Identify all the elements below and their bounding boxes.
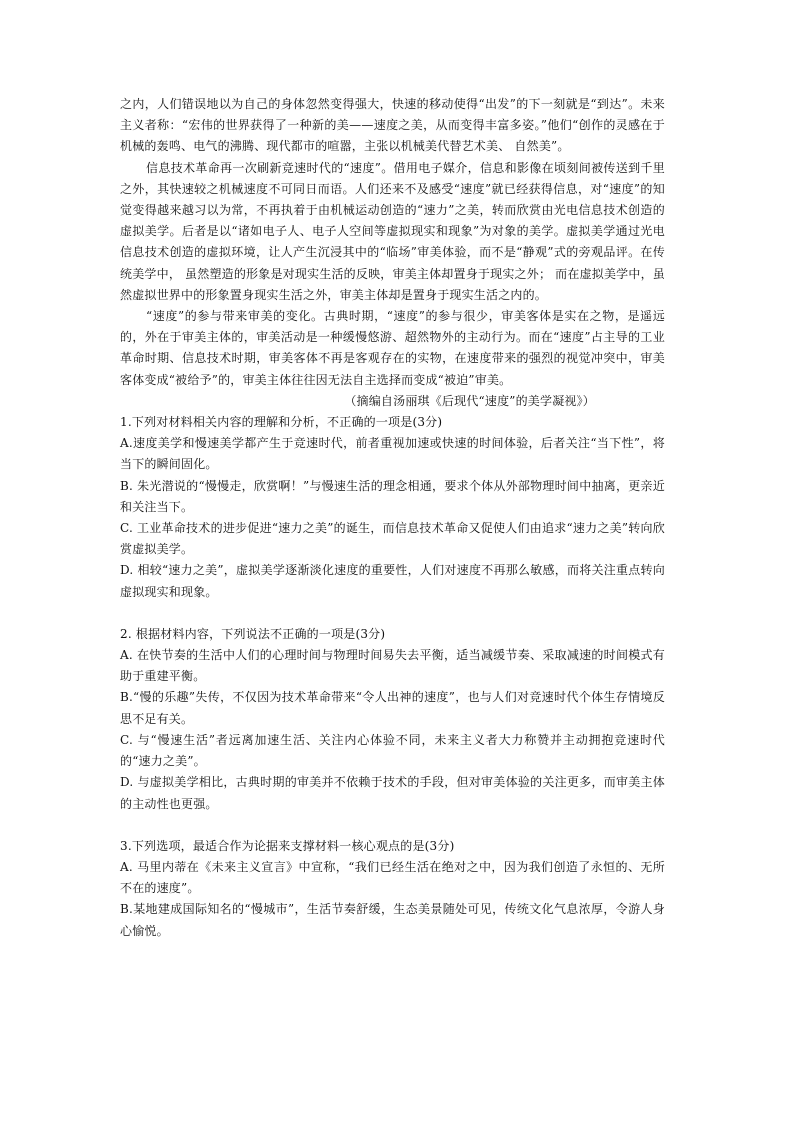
question-2 <box>120 624 665 815</box>
question-1-option-b: B. 朱光潜说的“慢慢走，欣赏啊！”与慢速生活的理念相通，要求个体从外部物理时间中抽离，更亲近和关注当下。 <box>120 478 665 514</box>
question-3 <box>120 836 665 942</box>
document-page <box>120 94 665 942</box>
question-2-stem: 2. 根据材料内容，下列说法不正确的一项是(3分) <box>120 626 386 641</box>
question-1-stem: 1.下列对材料相关内容的理解和分析，不正确的一项是(3分) <box>120 415 443 430</box>
question-1-option-a: A.速度美学和慢速美学都产生于竞速时代，前者重视加速或快速的时间体验，后者关注“当下性”，将当下的瞬间固化。 <box>120 436 665 472</box>
passage-paragraph-1: 之内，人们错误地以为自己的身体忽然变得强大，快速的移动使得“出发”的下一刻就是“到达”。未来主义者称：“宏伟的世界获得了一种新的美——速度之美，从而变得丰富多姿。”他们“创作的灵感在于机械的轰鸣、电气的沸腾、现代都市的喧嚣，主张以机械美代替艺术美、 自然美”。 <box>120 97 665 154</box>
passage-paragraph-2: 信息技术革命再一次刷新竞速时代的“速度”。借用电子媒介，信息和影像在顷刻间被传送到千里之外，其快速较之机械速度不可同日而语。人们还来不及感受“速度”就已经获得信息，对“速度”的知觉变得越来越习以为常，不再执着于由机械运动创造的“速力”之美，转而欣赏由光电信息技术创造的虚拟美学。后者是以“诸如电子人、电子人空间等虚拟现实和现象”为对象的美学。虚拟美学通过光电信息技术创造的虚拟环境，让人产生沉浸其中的“临场”审美体验，而不是“静观”式的旁观品评。在传统美学中， 虽然塑造的形象是对现实生活的反映，审美主体却置身于现实之外； 而在虚拟美学中，虽然虚拟世界中的形象置身现实生活之外，审美主体却是置身于现实生活之内的。 <box>120 160 665 302</box>
question-3-option-a: A. 马里内蒂在《未来主义宣言》中宣称，“我们已经生活在绝对之中，因为我们创造了永恒的、无所不在的速度”。 <box>120 859 665 896</box>
question-2-option-d: D. 与虚拟美学相比，古典时期的审美并不依赖于技术的手段，但对审美体验的关注更多，而审美主体的主动性也更强。 <box>120 775 665 811</box>
question-2-option-c: C. 与“慢速生活”者远离加速生活、关注内心体验不同，未来主义者大力称赞并主动拥抱竞速时代的“速力之美”。 <box>120 732 665 769</box>
spacer <box>120 603 665 624</box>
question-1 <box>120 412 665 603</box>
passage-paragraph-3: “速度”的参与带来审美的变化。古典时期，“速度”的参与很少，审美客体是实在之物，是遥远的，外在于审美主体的，审美活动是一种缓慢悠游、超然物外的主动行为。而在“速度”占主导的工业革命时期、信息技术时期，审美客体不再是客观存在的实物，在速度带来的强烈的视觉冲突中，审美客体变成“被给予”的，审美主体往往因无法自主选择而变成“被迫”审美。 <box>120 309 665 387</box>
question-3-option-b: B.某地建成国际知名的“慢城市”，生活节奏舒缓，生态美景随处可见，传统文化气息浓厚，令游人身心愉悦。 <box>120 902 665 938</box>
question-2-option-a: A. 在快节奏的生活中人们的心理时间与物理时间易失去平衡，适当减缓节奏、采取减速的时间模式有助于重建平衡。 <box>120 648 665 684</box>
passage-source: （摘编自汤丽琪《后现代“速度”的美学凝视》） <box>344 393 595 408</box>
spacer <box>120 815 665 836</box>
question-2-option-b: B.“慢的乐趣”失传，不仅因为技术革命带来“令人出神的速度”，也与人们对竞速时代个体生存情境反思不足有关。 <box>120 690 665 726</box>
question-1-option-c: C. 工业革命技术的进步促进“速力之美”的诞生，而信息技术革命又促使人们由追求“速力之美”转向欣赏虚拟美学。 <box>120 521 665 557</box>
question-1-option-d: D. 相较“速力之美”，虚拟美学逐渐淡化速度的重要性，人们对速度不再那么敏感，而将关注重点转向虚拟现实和现象。 <box>120 563 665 599</box>
question-3-stem: 3.下列选项，最适合作为论据来支撑材料一核心观点的是(3分) <box>120 838 455 853</box>
